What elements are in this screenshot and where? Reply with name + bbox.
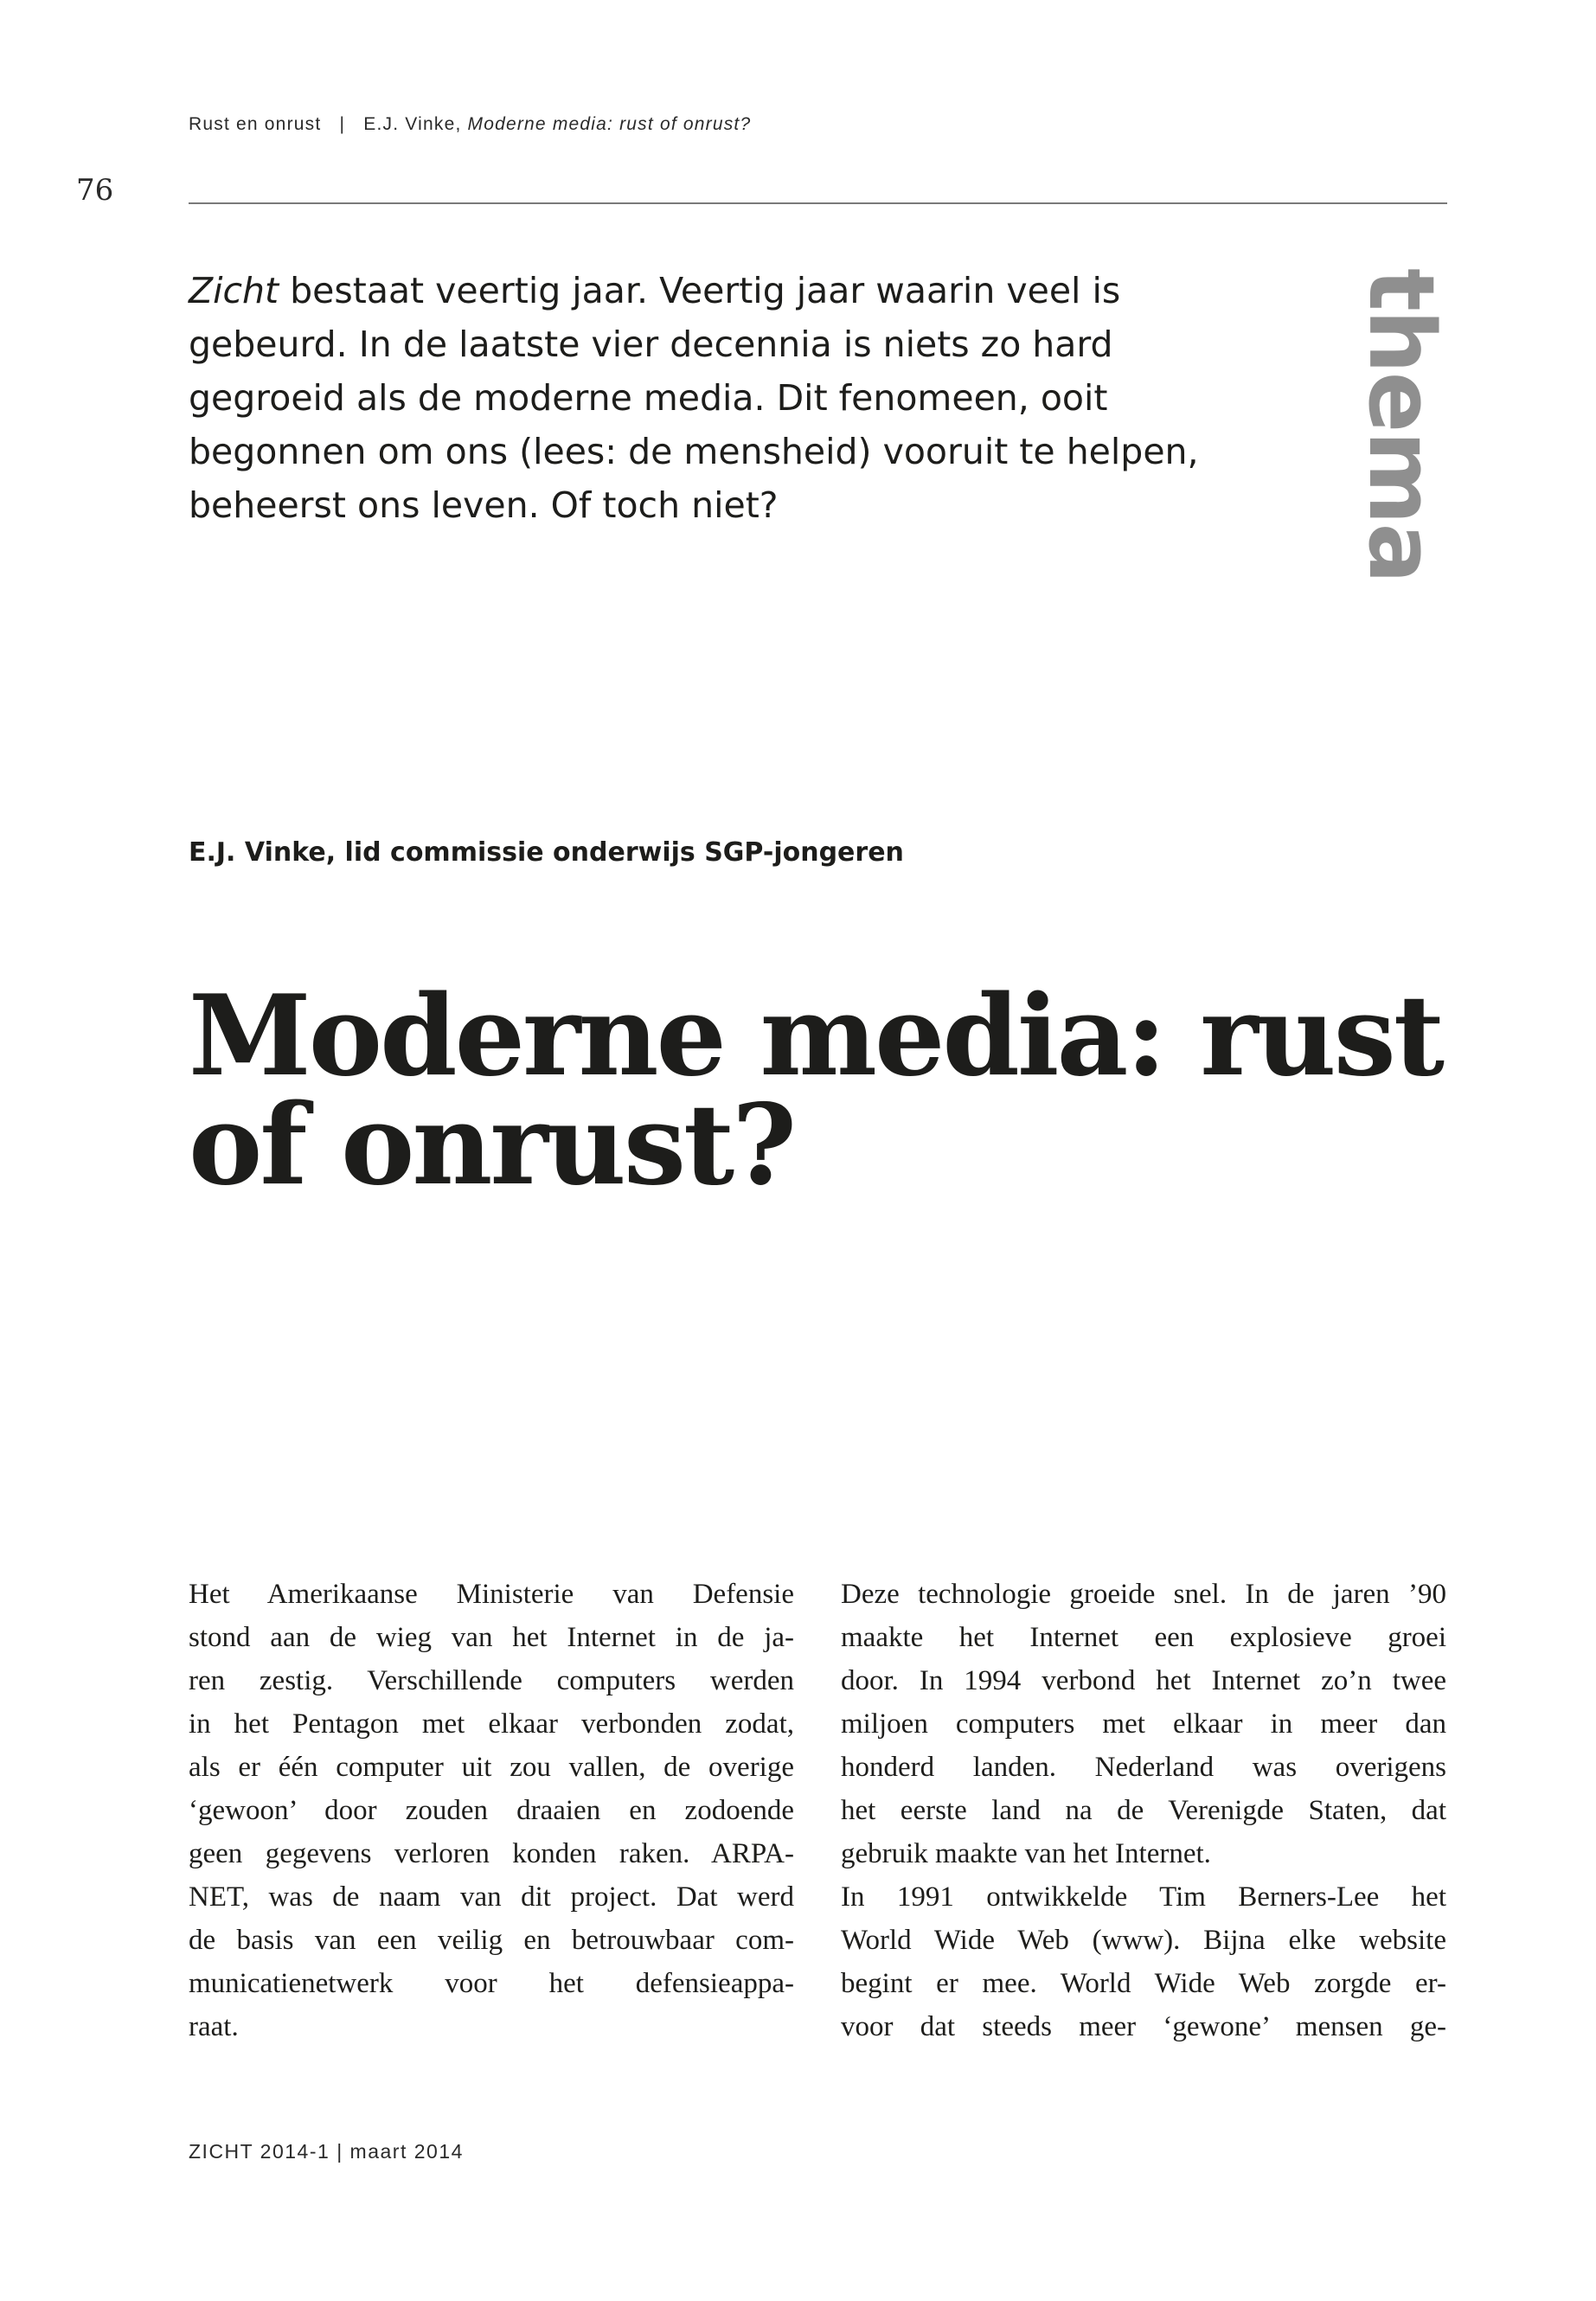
body-line: het eerste land na de Verenigde Staten, dat: [841, 1795, 1446, 1826]
running-head-separator: |: [339, 114, 346, 134]
running-head-author: E.J. Vinke,: [363, 114, 462, 134]
body-line: honderd landen. Nederland was overigens: [841, 1752, 1446, 1783]
body-column-left: [189, 1573, 794, 2048]
section-tag: [1332, 268, 1471, 582]
headline-line-1: Moderne media: rust: [189, 971, 1442, 1101]
body-column-right: [841, 1573, 1446, 2048]
body-line: ‘gewoon’ door zouden draaien en zodoende: [189, 1795, 794, 1826]
body-line: door. In 1994 verbond het Internet zo’n twee: [841, 1665, 1446, 1696]
body-line: gebruik maakte van het Internet.: [841, 1838, 1211, 1869]
intro-line: beheerst ons leven. Of toch niet?: [189, 484, 779, 526]
running-head-section: Rust en onrust: [189, 114, 322, 134]
intro-line: gebeurd. In de laatste vier decennia is niets zo hard: [189, 324, 1113, 365]
headline-line-2: of onrust?: [189, 1080, 795, 1210]
page-footer: ZICHT 2014-1 | maart 2014: [189, 2140, 464, 2163]
body-line: de basis van een veilig en betrouwbaar com-: [189, 1925, 794, 1956]
intro-magazine-name: Zicht: [189, 270, 279, 311]
body-line: stond aan de wieg van het Internet in de ja-: [189, 1622, 794, 1653]
intro-paragraph: [189, 264, 1270, 532]
body-line: begint er mee. World Wide Web zorgde er-: [841, 1968, 1446, 1999]
body-line: Deze technologie groeide snel. In de jaren ’90: [841, 1579, 1446, 1610]
byline: E.J. Vinke, lid commissie onderwijs SGP-jongeren: [189, 837, 904, 868]
section-tag-label: thema: [1349, 268, 1454, 582]
body-line: voor dat steeds meer ‘gewone’ mensen ge-: [841, 2011, 1446, 2042]
body-line: miljoen computers met elkaar in meer dan: [841, 1708, 1446, 1740]
intro-line: gegroeid als de moderne media. Dit fenomeen, ooit: [189, 377, 1108, 419]
body-line: geen gegevens verloren konden raken. ARPA-: [189, 1838, 794, 1869]
body-line: in het Pentagon met elkaar verbonden zodat,: [189, 1708, 794, 1740]
body-line: maakte het Internet een explosieve groei: [841, 1622, 1446, 1653]
article-headline: [189, 971, 1486, 1210]
header-rule: [189, 202, 1447, 204]
body-line: als er één computer uit zou vallen, de overige: [189, 1752, 794, 1783]
body-line: ren zestig. Verschillende computers werden: [189, 1665, 794, 1696]
page-number: 76: [76, 173, 114, 208]
body-line: Het Amerikaanse Ministerie van Defensie: [189, 1579, 794, 1610]
intro-line: [189, 264, 1270, 317]
body-line: NET, was de naam van dit project. Dat werd: [189, 1881, 794, 1913]
running-head-title: Moderne media: rust of onrust?: [467, 114, 752, 134]
body-line: municatienetwerk voor het defensieappa-: [189, 1968, 794, 1999]
body-line: In 1991 ontwikkelde Tim Berners-Lee het: [841, 1881, 1446, 1913]
body-line: raat.: [189, 2011, 239, 2042]
intro-line: begonnen om ons (lees: de mensheid) vooruit te helpen,: [189, 431, 1199, 472]
body-line: World Wide Web (www). Bijna elke website: [841, 1925, 1446, 1956]
running-head: [189, 114, 751, 135]
intro-line-text: bestaat veertig jaar. Veertig jaar waarin veel is: [279, 270, 1121, 311]
